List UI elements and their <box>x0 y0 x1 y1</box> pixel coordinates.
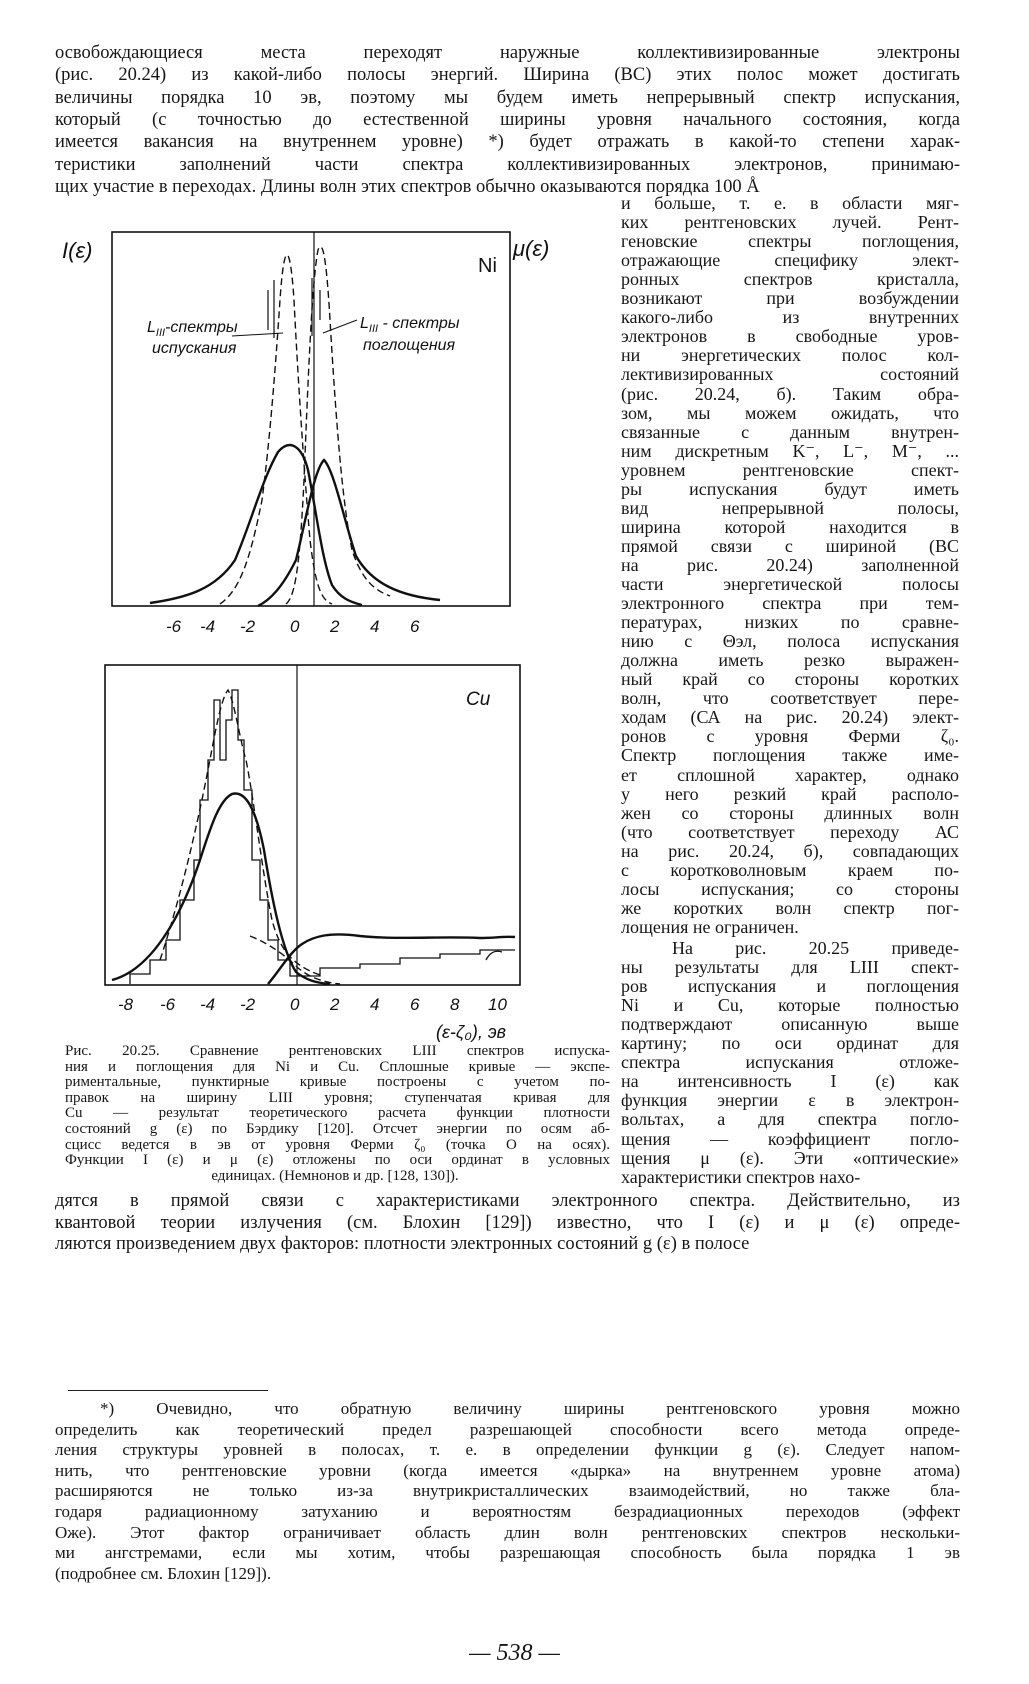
side-column-line: подтверждают описанную выше <box>621 1014 959 1035</box>
body-bottom-line: квантовой теории излучения (см. Блохин [129]) известно, что I (ε) и μ (ε) опреде- <box>55 1212 960 1233</box>
side-column-line: ширина которой находится в <box>621 516 959 537</box>
ni-frame <box>112 232 510 606</box>
cu-element-label: Cu <box>466 689 491 710</box>
cu-tick: 6 <box>410 995 420 1014</box>
cu-absorption-dashed <box>250 936 340 984</box>
side-column-line: зом, мы можем ожидать, что <box>621 402 959 423</box>
side-column-line: возникают при возбуждении <box>621 288 959 309</box>
ni-tick: 2 <box>330 617 340 636</box>
side-column-line: (рис. 20.24, б). Таким обра- <box>621 383 959 404</box>
side-column-line: вольтах, а для спектра погло- <box>621 1109 959 1130</box>
body-top-line: величины порядка 10 эв, поэтому мы будем иметь непрерывный спектр испускания, <box>55 87 960 108</box>
footnote-line: *) Очевидно, что обратную величину ширины рентгеновского уровня можно <box>100 1399 960 1418</box>
side-column-line: электронного спектра при тем- <box>621 593 959 614</box>
side-column-line: характеристики спектров нахо- <box>621 1166 861 1187</box>
side-column-line: пературах, низких по сравне- <box>621 612 959 633</box>
ni-absorption-label-1: $L_{III}$ - спектры <box>360 315 460 335</box>
side-column-line: отражающие специфику элект- <box>621 250 959 271</box>
cu-ticks <box>118 995 507 1014</box>
caption-line: риментальные, пунктирные кривые построены с учетом по- <box>65 1074 610 1091</box>
side-column-line: волн, что соответствует пере- <box>621 688 959 709</box>
footnote-line: нить, что рентгеновские уровни (когда имеется «дырка» на внутреннем уровне атома) <box>55 1460 960 1480</box>
ni-tick: -6 <box>166 617 182 636</box>
page-number: — 538 — <box>469 1640 560 1666</box>
side-column-line: ходам (СА на рис. 20.24) элект- <box>621 707 959 728</box>
body-top-line: освобождающиеся места переходят наружные коллективизированные электроны <box>55 43 960 63</box>
body-bottom-line: дятся в прямой связи с характеристиками электронного спектра. Действительно, из <box>55 1191 960 1211</box>
ni-emission-label-2: испускания <box>152 340 237 357</box>
footnote-line: ления структуры уровней в полосах, т. е. в определении функции g (ε). Следует напом- <box>55 1440 960 1460</box>
caption-line: Cu — результат теоретического расчета функции плотности <box>65 1105 610 1122</box>
side-column-line: ких рентгеновских лучей. Рент- <box>621 212 959 233</box>
side-column-line: части энергетической полосы <box>621 574 959 594</box>
side-column-line: ны результаты для LIII спект- <box>621 957 959 978</box>
cu-tick: -4 <box>200 995 216 1014</box>
side-column-line: электронов в свободные уров- <box>621 326 959 347</box>
ni-tick: -2 <box>240 617 256 636</box>
side-column-line: ет сплошной характер, однако <box>621 764 959 785</box>
caption-line: единицах. (Немнонов и др. [128, 130]). <box>211 1167 459 1184</box>
side-column-line: геновские спектры поглощения, <box>621 231 959 252</box>
side-column-line: с коротковолновым краем по- <box>621 859 959 880</box>
side-column-line: функция энергии ε в электрон- <box>621 1090 959 1111</box>
caption-line: сцисс ведется в эв от уровня Ферми ζ₀ (точка O на осях). <box>65 1136 610 1153</box>
side-column-line: на интенсивность I (ε) как <box>621 1071 959 1092</box>
ni-element-label: Ni <box>478 255 497 277</box>
ni-emission-fine <box>268 278 320 338</box>
side-column-line: должна иметь резко выражен- <box>621 650 959 671</box>
caption-line: состояний g (ε) по Бэрдику [120]. Отсчет энергии по осям аб- <box>65 1121 610 1137</box>
side-column-line: уровнем рентгеновские спект- <box>621 459 959 480</box>
side-column-line: ный край со стороны коротких <box>621 669 959 690</box>
side-column-line: нию с Θэл, полоса испускания <box>621 631 959 652</box>
cu-tick: -6 <box>160 995 176 1014</box>
ni-tick: -4 <box>200 617 216 636</box>
cu-tick: -2 <box>240 995 256 1014</box>
body-top-line: имеется вакансия на внутреннем уровне) *) будет отражать в какой-то степени харак- <box>55 132 960 153</box>
ni-tick: 6 <box>410 617 420 636</box>
footnote-rule <box>68 1390 268 1391</box>
cu-emission-dashed <box>160 690 320 975</box>
side-column-line: ров испускания и поглощения <box>621 976 959 997</box>
cu-tick: 0 <box>290 995 300 1014</box>
ni-emission-dashed <box>220 255 332 604</box>
ni-emission-label-1: $L_{III}$-спектры <box>147 319 238 339</box>
side-column-line: лощения не ограничен. <box>621 916 799 937</box>
side-column-line: ним дискретным K⁻, L⁻, M⁻, ... <box>621 440 959 461</box>
body-top-line: теристики заполнений части спектра коллективизированных электронов, принимаю- <box>55 154 960 175</box>
ni-panel <box>62 232 549 636</box>
footnote-line: годаря радиационному затуханию и вероятностям безрадиационных переходов (эффект <box>55 1502 960 1521</box>
side-column-line: щения μ (ε). Эти «оптические» <box>621 1147 959 1168</box>
ni-absorption-pointer <box>323 320 357 333</box>
ni-tick: 0 <box>290 617 300 636</box>
side-column-line: на рис. 20.24, б), совпадающих <box>621 840 959 861</box>
side-column-line: ронов с уровня Ферми ζ₀. <box>621 726 959 747</box>
side-column-line: (что соответствует переходу АС <box>621 821 959 842</box>
ni-absorption-label-2: поглощения <box>363 337 456 354</box>
cu-xlabel: (ε-ζ₀), эв <box>436 1022 507 1042</box>
side-column-line: ры испускания будут иметь <box>621 478 959 499</box>
side-column-line: какого-либо из внутренних <box>621 307 959 328</box>
cu-tick: 8 <box>450 995 460 1014</box>
ni-emission-pointer <box>232 333 283 336</box>
ni-ylabel-right: μ(ε) <box>513 236 550 261</box>
caption-line: Рис. 20.25. Сравнение рентгеновских LIII спектров испуска- <box>65 1043 610 1059</box>
body-top-line: щих участие в переходах. Длины волн этих спектров обычно оказываются порядка 100 Å <box>55 176 760 197</box>
side-column-line: щения — коэффициент погло- <box>621 1128 959 1149</box>
side-column-line: связанные с данным внутрен- <box>621 421 959 442</box>
body-bottom-line: ляются произведением двух факторов: плотности электронных состояний g (ε) в полосе <box>55 1234 750 1254</box>
cu-tick: 10 <box>488 995 507 1014</box>
cu-small-hook <box>486 951 502 960</box>
ni-tick: 4 <box>370 617 380 636</box>
caption-line: Функции I (ε) и μ (ε) отложены по оси ординат в условных <box>65 1152 610 1169</box>
side-column-line: лективизированных состояний <box>621 364 959 385</box>
side-column-line: Спектр поглощения также име- <box>621 745 959 766</box>
side-column-line: прямой связи с шириной (ВС <box>621 535 959 556</box>
body-top-line: который (с точностью до естественной ширины уровня начального состояния, когда <box>55 109 960 130</box>
side-column-line: ронных спектров кристалла, <box>621 269 959 290</box>
side-column-line: жен со стороны длинных волн <box>621 802 959 823</box>
side-column-line: на рис. 20.24) заполненной <box>621 554 959 575</box>
side-column-line: ни энергетических полос кол- <box>621 345 959 366</box>
body-top-line: (рис. 20.24) из какой-либо полосы энергий. Ширина (ВС) этих полос может достигать <box>55 65 960 86</box>
cu-tick: 2 <box>330 995 340 1014</box>
side-column-line: у него резкий край располо- <box>621 783 959 804</box>
cu-step-curve <box>130 690 515 984</box>
cu-tick: -8 <box>118 995 134 1014</box>
caption-line: правок на ширину LIII уровня; ступенчатая кривая для <box>65 1089 610 1106</box>
side-column-line: На рис. 20.25 приведе- <box>672 938 959 958</box>
footnote-line: ми ангстремами, если мы хотим, чтобы разрешающая способность была порядка 1 эв <box>55 1543 960 1563</box>
footnote-line: (подробнее см. Блохин [129]). <box>55 1563 272 1583</box>
side-column-line: Ni и Cu, которые полностью <box>621 995 959 1016</box>
side-column-line: лосы испускания; со стороны <box>621 878 959 899</box>
cu-tick: 4 <box>370 995 380 1014</box>
footnote-line: определить как теоретический предел разрешающей способности всего метода опреде- <box>55 1419 960 1439</box>
side-column-line: же коротких волн спектр пог- <box>621 897 959 918</box>
side-column-line: картину; по оси ординат для <box>621 1033 959 1054</box>
ni-ticks <box>166 617 420 636</box>
footnote-line: Оже). Этот фактор ограничивает область длин волн рентгеновских спектров нескольки- <box>55 1522 960 1542</box>
caption-line: ния и поглощения для Ni и Cu. Сплошные кривые — экспе- <box>65 1058 610 1075</box>
side-column-line: спектра испускания отложе- <box>621 1052 959 1073</box>
side-column-line: и больше, т. е. в области мяг- <box>621 193 959 213</box>
cu-panel <box>105 665 520 1042</box>
side-column-line: вид непрерывной полосы, <box>621 497 959 518</box>
footnote-line: расширяются не только из-за внутрикристаллических взаимодействий, но также бла- <box>55 1481 960 1501</box>
ni-ylabel-left: I(ε) <box>62 238 93 263</box>
